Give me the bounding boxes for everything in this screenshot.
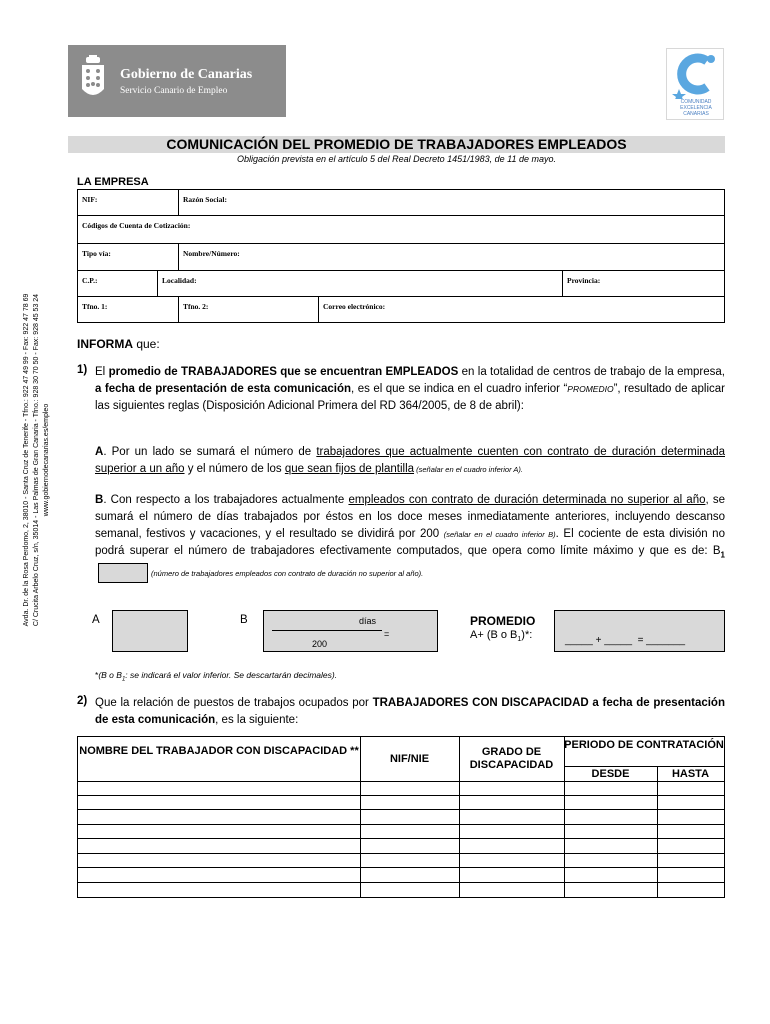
excellence-logo [666,48,724,120]
company-row-cp [78,271,724,297]
promedio-blanks: _____ + _____ = _______ [565,635,686,646]
box-b-input[interactable] [263,610,438,652]
company-row-nif [78,190,724,216]
rule-b-paragraph: B. Con respecto a los trabajadores actualmente empleados con contrato de duración determinada no superior al año, se sumará el número de días trabajados por éstos en los doce meses inmediatamente anteriores, incluyendo descanso semanal, festivos y vacaciones, y el resultado se dividirá por 200 (señalar en el cuadro inferior B). El cociente de esta división no podrá superar el número de trabajadores efectivamente computados, que opera como límite máximo y que es de: $B_1$ (número de trabajadores empleados con contrato de duración no superior al año). [95,492,725,583]
org-subtitle: Servicio Canario de Empleo [120,86,228,96]
col-divider [657,766,658,897]
item1-paragraph: El promedio de TRABAJADORES que se encuentran EMPLEADOS en la totalidad de centros de trabajo de la empresa, a fecha de presentación de esta comunicación, es el que se indica en el cuadro inferior “PROMEDIO”, resultado de aplicar las siguientes reglas (Disposición Adicional Primera del RD 364/2005, de 8 de abril): [95,366,726,412]
company-row-tfno [78,297,724,322]
company-row-via [78,244,724,271]
document-subtitle: Obligación prevista en el artículo 5 del Real Decreto 1451/1983, de 11 de mayo. [236,154,557,164]
cp-field[interactable]: C.P.: [82,276,98,285]
razon-social-field[interactable]: Razón Social: [178,190,724,215]
tfno2-field[interactable]: Tfno. 2: [178,297,318,322]
box-b-label: B [240,614,248,626]
nif-field[interactable]: NIF: [82,195,98,204]
item1-number: 1) [77,364,88,376]
col-header-periodo: PERIODO DE CONTRATACIÓN [564,739,724,751]
dias-label: días [359,616,377,626]
table-row [78,853,724,854]
excellence-c-icon [667,49,725,99]
item2-number: 2) [77,695,88,707]
address-line-gran-canaria: C/ Crucita Arbelo Cruz, s/n, 35014 - Las Palmas de Gran Canaria - Tfno.: 928 30 70 50 - Fax: 928 45 53 24 [33,293,40,627]
nombre-numero-field[interactable]: Nombre/Número: [178,244,724,270]
rule-a-paragraph: A. Por un lado se sumará el número de trabajadores que actualmente cuenten con contrato de duración determinada superior a un año y el número de los que sean fijos de plantilla (señalar en el cuadro inferior A). [95,446,726,475]
equals-sign: = [384,629,390,639]
provincia-field[interactable]: Provincia: [562,271,724,296]
section-label-empresa: LA EMPRESA [77,176,149,188]
address-line-web: www.gobiernodecanarias.es/empleo [43,403,50,517]
document-title: COMUNICACIÓN DEL PROMEDIO DE TRABAJADORES EMPLEADOS [68,136,725,153]
table-row [78,824,724,825]
coat-of-arms-icon [80,55,106,107]
company-row-codigos [78,216,724,244]
footnote: *(B o $B_1$: se indicará el valor inferior. Se descartarán decimales). [95,670,338,683]
periodo-divider [564,766,724,767]
informa-heading [77,337,160,351]
org-title: Gobierno de Canarias [120,67,253,82]
codigos-cotizacion-field[interactable]: Códigos de Cuenta de Cotización: [82,221,191,230]
col-divider [564,737,565,897]
disability-table [77,736,725,898]
promedio-formula: A+ (B o $B_1)*$: [470,629,533,644]
table-row [78,795,724,796]
item2-paragraph: Que la relación de puestos de trabajos ocupados por TRABAJADORES CON DISCAPACIDAD a fecha de presentación de esta comunicación, es la siguiente: [95,697,725,726]
col-header-hasta: HASTA [671,768,710,780]
box-a-input[interactable] [112,610,188,652]
table-row [78,781,724,782]
col-header-name: NOMBRE DEL TRABAJADOR CON DISCAPACIDAD ** [79,745,359,757]
excellence-logo-text: COMUNIDAD EXCELENCIA CANARIAS [680,99,712,117]
col-header-desde: DESDE [591,768,630,780]
col-header-nif: NIF/NIE [389,753,430,765]
table-row [78,867,724,868]
divisor-200: 200 [312,639,328,649]
table-row [78,838,724,839]
promedio-input[interactable] [554,610,725,652]
gobierno-canarias-logo [68,45,286,117]
col-header-grado: GRADO DE DISCAPACIDAD [469,746,554,771]
box-a-label: A [92,614,100,626]
table-row [78,882,724,883]
informa-rest: que: [133,337,160,351]
informa-bold: INFORMA [77,337,133,351]
tipo-via-field[interactable]: Tipo vía: [82,249,111,258]
col-divider [360,737,361,897]
b1-input-box[interactable] [98,563,148,583]
side-address [22,258,54,662]
company-table [77,189,725,323]
table-row [78,809,724,810]
tfno1-field[interactable]: Tfno. 1: [82,302,108,311]
promedio-label: PROMEDIO [470,614,536,628]
localidad-field[interactable]: Localidad: [157,271,562,296]
address-line-tenerife: Avda. Dr. de la Rosa Perdomo, 2, 38010 - Santa Cruz de Tenerife - Tfno.: 922 47 49 99 - Fax: 922 47 78 69 [23,293,30,627]
col-divider [459,737,460,897]
correo-field[interactable]: Correo electrónico: [318,297,724,322]
fraction-line [272,630,382,631]
